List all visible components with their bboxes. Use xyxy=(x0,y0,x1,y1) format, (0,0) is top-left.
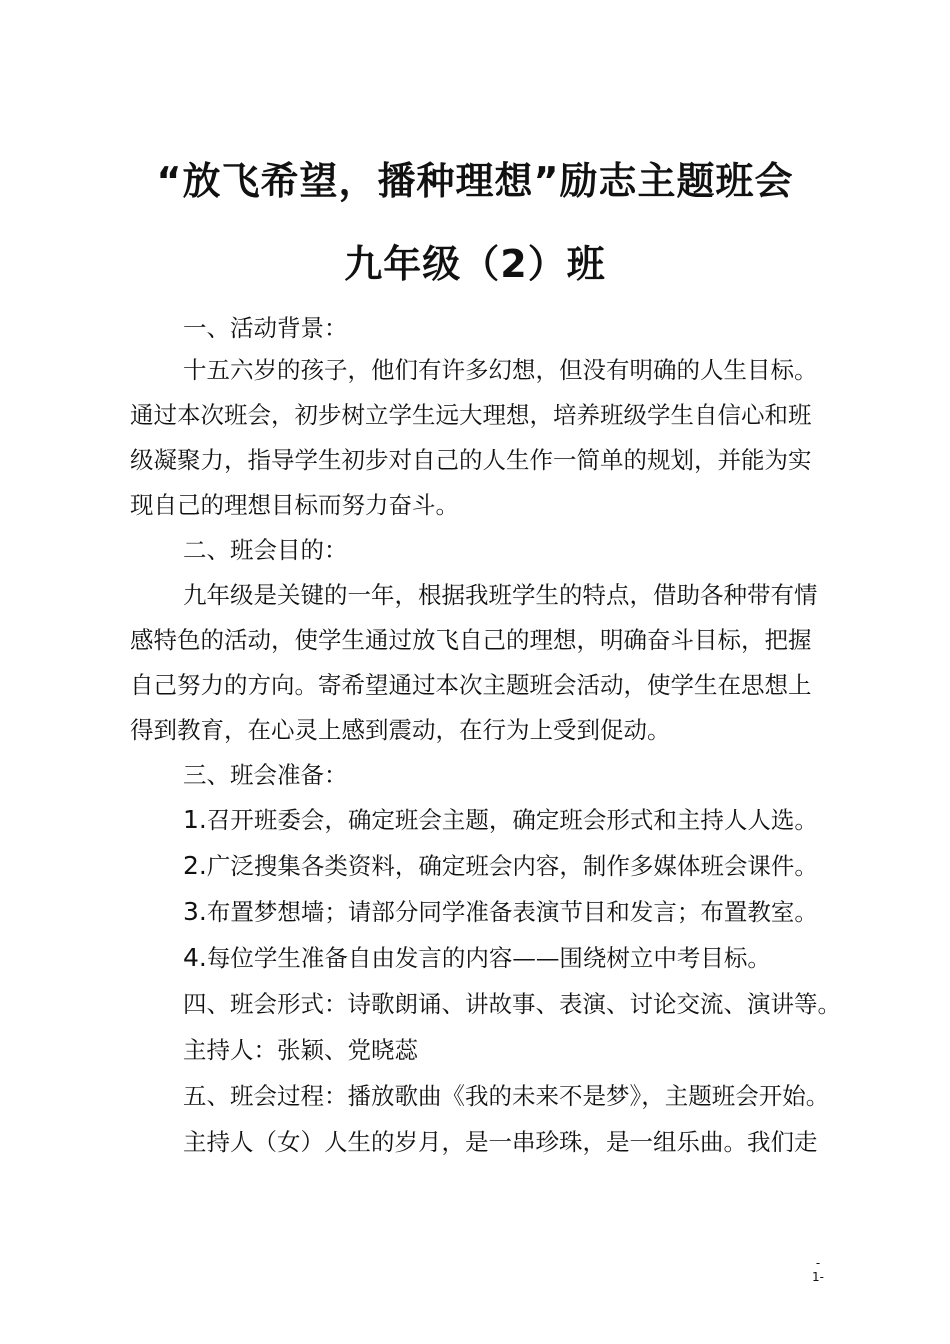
section-2-heading: 二、班会目的： xyxy=(183,536,348,564)
page-number-dash: - xyxy=(815,1256,821,1270)
paragraph-line: 通过本次班会，初步树立学生远大理想，培养班级学生自信心和班 xyxy=(130,401,812,429)
document-subtitle: 九年级（2）班 xyxy=(344,242,606,286)
list-item xyxy=(183,805,818,835)
list-item-number: 4. xyxy=(183,943,207,972)
section-1-heading: 一、活动背景： xyxy=(183,314,348,342)
document-title: “放飞希望，播种理想”励志主题班会 xyxy=(156,159,794,203)
list-item xyxy=(183,851,818,881)
page-number xyxy=(812,1256,824,1284)
hosts-line: 主持人：张颖、党晓蕊 xyxy=(183,1036,418,1064)
list-item-number: 2. xyxy=(183,851,207,880)
list-item-text: 布置梦想墙；请部分同学准备表演节目和发言；布置教室。 xyxy=(206,898,818,926)
list-item-text: 广泛搜集各类资料，确定班会内容，制作多媒体班会课件。 xyxy=(206,852,818,880)
list-item xyxy=(183,943,771,973)
section-5-heading: 五、班会过程：播放歌曲《我的未来不是梦》，主题班会开始。 xyxy=(183,1082,830,1110)
paragraph-line: 级凝聚力，指导学生初步对自己的人生作一简单的规划，并能为实 xyxy=(130,446,812,474)
paragraph-line: 得到教育，在心灵上感到震动，在行为上受到促动。 xyxy=(130,716,671,744)
paragraph-line: 感特色的活动，使学生通过放飞自己的理想，明确奋斗目标，把握 xyxy=(130,626,812,654)
paragraph-line: 十五六岁的孩子，他们有许多幻想，但没有明确的人生目标。 xyxy=(183,356,818,384)
list-item-number: 1. xyxy=(183,805,207,834)
paragraph-line: 自己努力的方向。寄希望通过本次主题班会活动，使学生在思想上 xyxy=(130,671,812,699)
section-3-heading: 三、班会准备： xyxy=(183,761,348,789)
paragraph-line: 现自己的理想目标而努力奋斗。 xyxy=(130,491,459,519)
page-number-value: 1- xyxy=(812,1270,824,1284)
list-item-text: 每位学生准备自由发言的内容——围绕树立中考目标。 xyxy=(206,944,771,972)
section-4-heading: 四、班会形式：诗歌朗诵、讲故事、表演、讨论交流、演讲等。 xyxy=(183,990,841,1018)
paragraph-line: 主持人（女）人生的岁月，是一串珍珠，是一组乐曲。我们走 xyxy=(183,1128,818,1156)
list-item-text: 召开班委会，确定班会主题，确定班会形式和主持人人选。 xyxy=(206,806,818,834)
paragraph-line: 九年级是关键的一年，根据我班学生的特点，借助各种带有情 xyxy=(183,581,818,609)
list-item-number: 3. xyxy=(183,897,207,926)
list-item xyxy=(183,897,818,927)
